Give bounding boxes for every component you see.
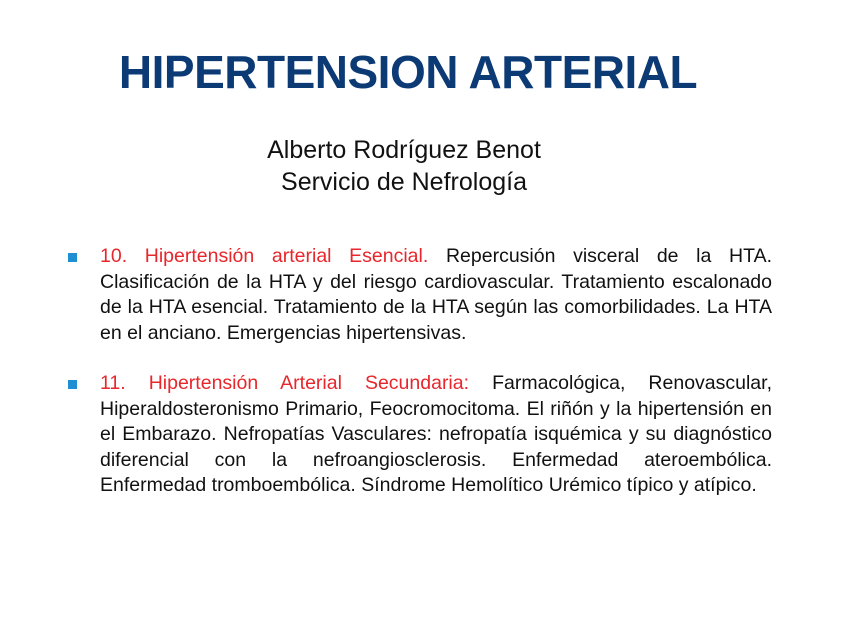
slide-title: HIPERTENSION ARTERIAL — [118, 46, 698, 98]
list-item-topic-10 — [66, 244, 772, 346]
square-bullet-icon — [68, 253, 77, 262]
author-name: Alberto Rodríguez Benot — [267, 136, 541, 164]
topic-description: Farmacológica, Renovascular, Hiperaldosteronismo Primario, Feocromocitoma. El riñón y la hipertensión en el Embarazo. Nefropatías Vasculares: nefropatía isquémica y su diagnóstico diferencial con la nefroangiosclerosis. Enfermedad ateroembólica. Enfermedad tromboembólica. Síndrome Hemolítico Urémico típico y atípico. — [100, 372, 772, 496]
topic-description: Repercusión visceral de la HTA. Clasificación de la HTA y del riesgo cardiovascular. Tratamiento escalonado de la HTA esencial. Tratamiento de la HTA según las comorbilidades. La HTA en el anciano. Emergencias hipertensivas. — [100, 245, 772, 344]
list-item-topic-11 — [66, 371, 772, 499]
square-bullet-icon — [68, 380, 77, 389]
topic-list — [66, 244, 772, 524]
author-block — [0, 134, 808, 198]
department-name: Servicio de Nefrología — [281, 168, 527, 196]
topic-heading: 10. Hipertensión arterial Esencial. — [100, 245, 429, 267]
topic-heading: 11. Hipertensión Arterial Secundaria: — [100, 372, 470, 394]
